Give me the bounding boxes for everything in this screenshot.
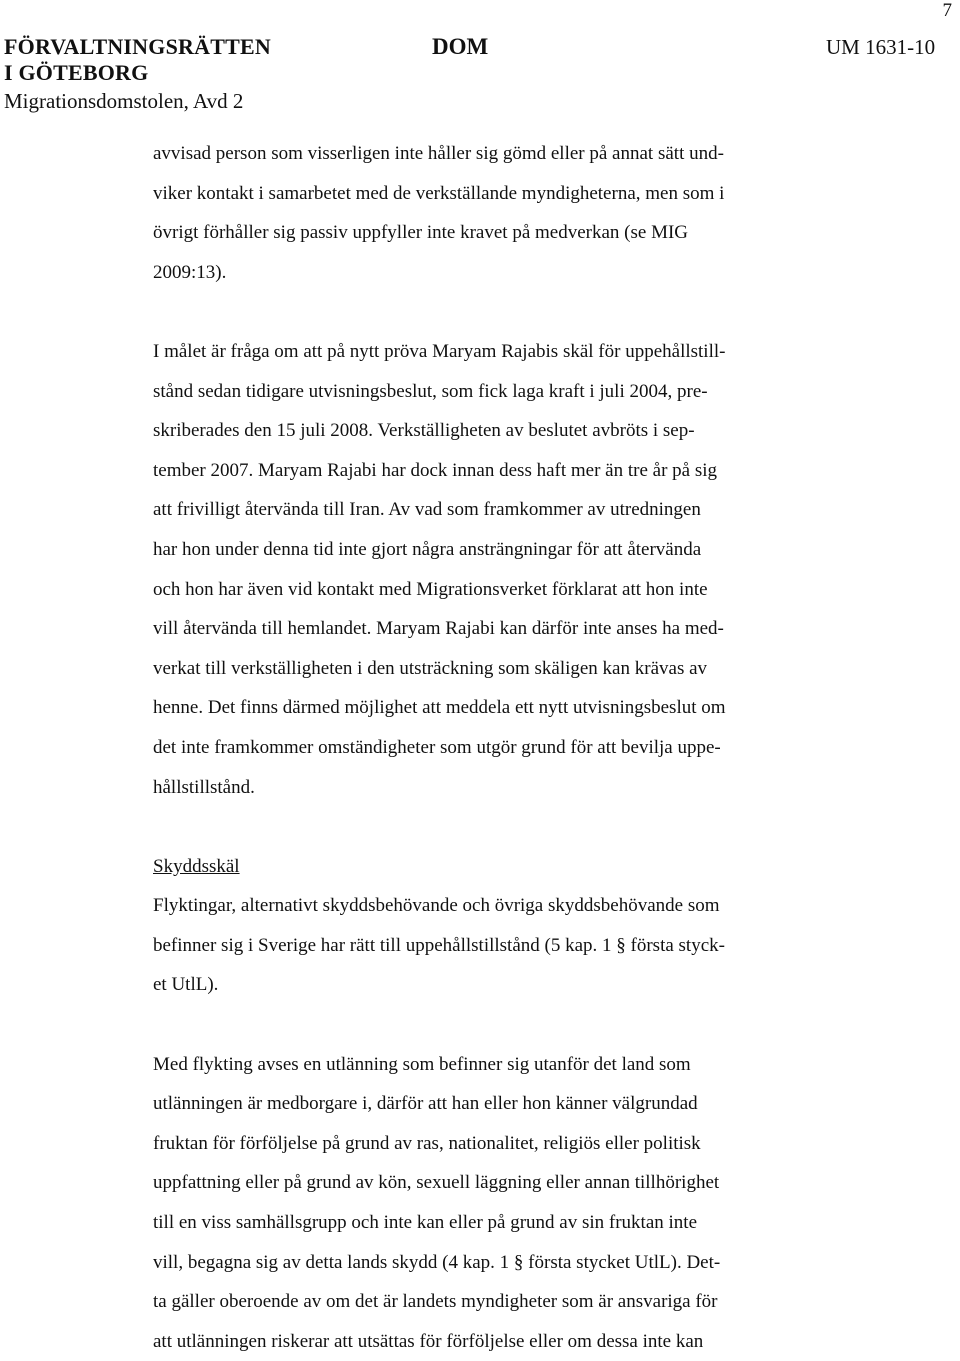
- text-line: det inte framkommer omständigheter som utgör grund för att bevilja uppe-: [153, 736, 721, 758]
- paragraph: [153, 134, 843, 292]
- text-line: Med flykting avses en utlänning som befinner sig utanför det land som: [153, 1053, 691, 1075]
- text-line: Flyktingar, alternativt skyddsbehövande och övriga skyddsbehövande som: [153, 895, 720, 917]
- paragraph-spacer: [153, 1005, 843, 1045]
- text-line: befinner sig i Sverige har rätt till uppehållstillstånd (5 kap. 1 § första styck-: [153, 934, 725, 956]
- text-line: verkat till verkställigheten i den utsträckning som skäligen kan krävas av: [153, 657, 708, 679]
- text-line: skriberades den 15 juli 2008. Verkställigheten av beslutet avbröts i sep-: [153, 420, 695, 442]
- court-division: Migrationsdomstolen, Avd 2: [4, 89, 244, 113]
- page-number: 7: [942, 0, 952, 21]
- text-line: vill återvända till hemlandet. Maryam Rajabi kan därför inte anses ha med-: [153, 618, 724, 640]
- text-line: stånd sedan tidigare utvisningsbeslut, som fick laga kraft i juli 2004, pre-: [153, 380, 708, 402]
- document-body: [153, 134, 843, 1361]
- section-heading: Skyddsskäl: [153, 855, 240, 877]
- text-line: till en viss samhällsgrupp och inte kan eller på grund av sin fruktan inte: [153, 1212, 698, 1234]
- text-line: fruktan för förföljelse på grund av ras, nationalitet, religiös eller politisk: [153, 1132, 701, 1154]
- text-line: ta gäller oberoende av om det är landets myndigheter som är ansvariga för: [153, 1291, 718, 1313]
- document-header: [4, 34, 954, 116]
- case-number: UM 1631-10: [826, 35, 936, 59]
- court-name-line-2: I GÖTEBORG: [4, 60, 149, 85]
- text-line: uppfattning eller på grund av kön, sexuell läggning eller annan tillhörighet: [153, 1172, 720, 1194]
- text-line: och hon har även vid kontakt med Migrationsverket förklarat att hon inte: [153, 578, 708, 600]
- paragraph: [153, 332, 843, 807]
- text-line: hållstillstånd.: [153, 776, 255, 798]
- text-line: vill, begagna sig av detta lands skydd (4 kap. 1 § första stycket UtlL). Det-: [153, 1251, 721, 1273]
- text-line: har hon under denna tid inte gjort några ansträngningar för att återvända: [153, 538, 702, 560]
- court-name: [4, 34, 271, 86]
- text-line: övrigt förhåller sig passiv uppfyller inte kravet på medverkan (se MIG: [153, 222, 689, 244]
- paragraph: [153, 847, 843, 1005]
- text-line: att frivilligt återvända till Iran. Av vad som framkommer av utredningen: [153, 499, 701, 521]
- text-line: tember 2007. Maryam Rajabi har dock innan dess haft mer än tre år på sig: [153, 459, 718, 481]
- text-line: henne. Det finns därmed möjlighet att meddela ett nytt utvisningsbeslut om: [153, 697, 726, 719]
- text-line: att utlänningen riskerar att utsättas för förföljelse eller om dessa inte kan: [153, 1330, 704, 1352]
- paragraph-spacer: [153, 292, 843, 332]
- text-line: 2009:13).: [153, 261, 227, 283]
- text-line: utlänningen är medborgare i, därför att han eller hon känner välgrundad: [153, 1093, 698, 1115]
- text-line: I målet är fråga om att på nytt pröva Maryam Rajabis skäl för uppehållstill-: [153, 340, 726, 362]
- paragraph: [153, 1045, 843, 1361]
- text-line: et UtlL).: [153, 974, 219, 996]
- document-type: DOM: [432, 34, 489, 59]
- text-line: avvisad person som visserligen inte håller sig gömd eller på annat sätt und-: [153, 143, 724, 164]
- paragraph-spacer: [153, 807, 843, 847]
- court-name-line-1: FÖRVALTNINGSRÄTTEN: [4, 34, 271, 59]
- text-line: viker kontakt i samarbetet med de verkställande myndigheterna, men som i: [153, 182, 725, 204]
